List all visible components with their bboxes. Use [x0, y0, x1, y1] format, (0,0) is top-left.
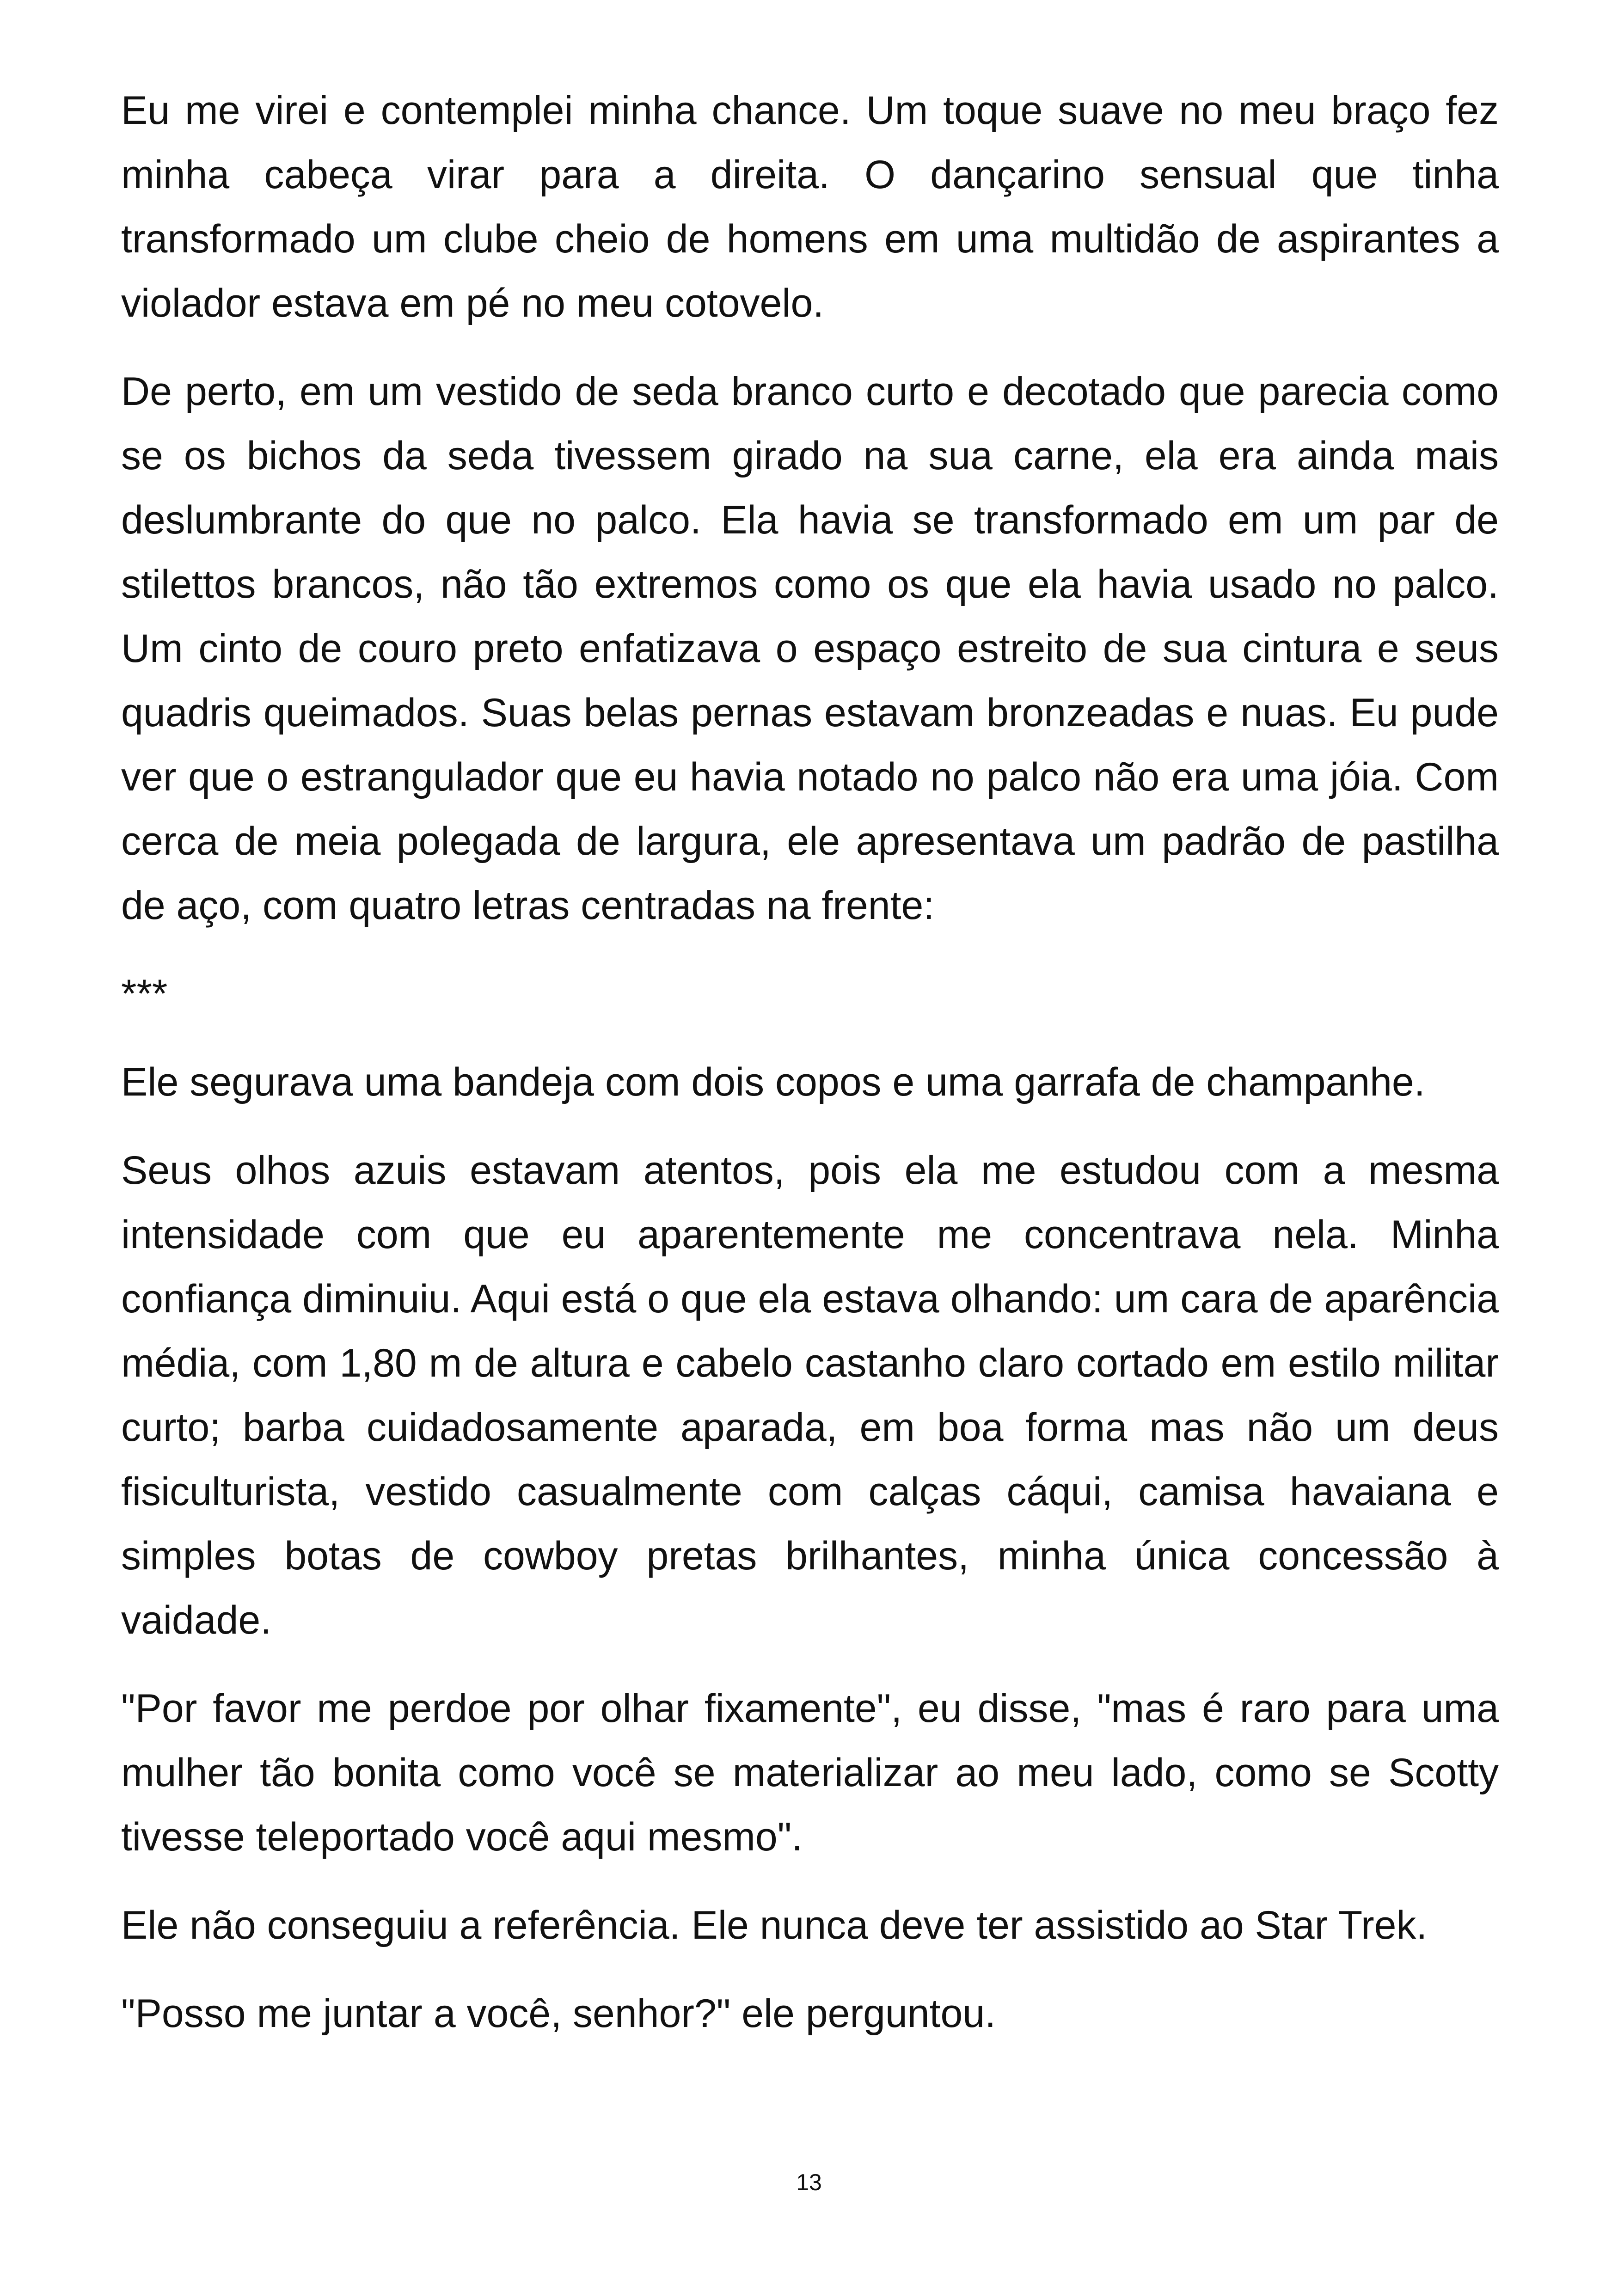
paragraph-3: Ele segurava uma bandeja com dois copos e uma garrafa de champanhe.: [121, 1060, 1425, 1104]
paragraph-1: Eu me virei e contemplei minha chance. Um toque suave no meu braço fez minha cabeça virar para a direita. O dançarino sensual que tinha transformado um clube cheio de homens em uma multidão de aspirantes a violador estava em pé no meu cotovelo.: [121, 88, 1499, 325]
paragraph-6: Ele não conseguiu a referência. Ele nunca deve ter assistido ao Star Trek.: [121, 1903, 1428, 1947]
scene-break: ***: [121, 972, 168, 1016]
paragraph-7: "Posso me juntar a você, senhor?" ele perguntou.: [121, 1991, 996, 2036]
paragraph-4: Seus olhos azuis estavam atentos, pois ela me estudou com a mesma intensidade com que eu aparentemente me concentrava nela. Minha confiança diminuiu. Aqui está o que ela estava olhando: um cara de aparência média, com 1,80 m de altura e cabelo castanho claro cortado em estilo militar curto; barba cuidadosamente aparada, em boa forma mas não um deus fisiculturista, vestido casualmente com calças cáqui, camisa havaiana e simples botas de cowboy pretas brilhantes, minha única concessão à vaidade.: [121, 1148, 1499, 1642]
paragraph-2: De perto, em um vestido de seda branco curto e decotado que parecia como se os bichos da seda tivessem girado na sua carne, ela era ainda mais deslumbrante do que no palco. Ela havia se transformado em um par de stilettos brancos, não tão extremos como os que ela havia usado no palco. Um cinto de couro preto enfatizava o espaço estreito de sua cintura e seus quadris queimados. Suas belas pernas estavam bronzeadas e nuas. Eu pude ver que o estrangulador que eu havia notado no palco não era uma jóia. Com cerca de meia polegada de largura, ele apresentava um padrão de pastilha de aço, com quatro letras centradas na frente:: [121, 369, 1499, 928]
paragraph-5: "Por favor me perdoe por olhar fixamente", eu disse, "mas é raro para uma mulher tão bonita como você se materializar ao meu lado, como se Scotty tivesse teleportado você aqui mesmo".: [121, 1686, 1499, 1859]
page-number: 13: [796, 2169, 822, 2195]
page-body-text: [121, 79, 1499, 2070]
